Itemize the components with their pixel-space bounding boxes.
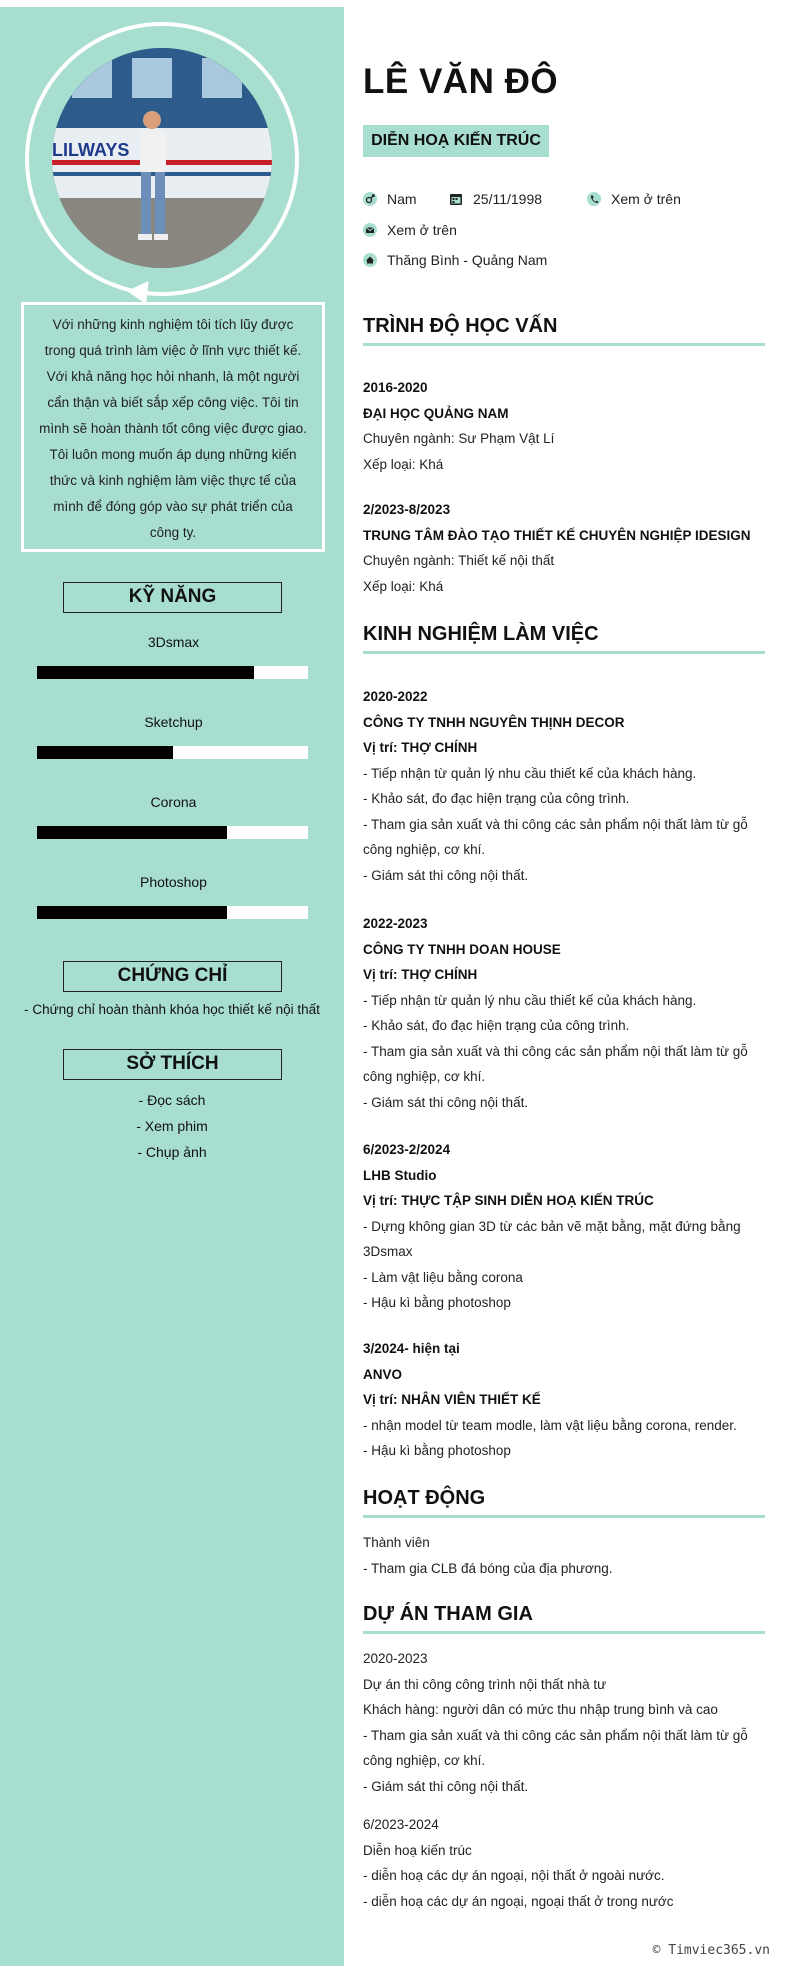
activities-heading: HOẠT ĐỘNG <box>363 1487 765 1518</box>
skill-bar-3dsmax <box>37 666 308 679</box>
entry-line: - Tham gia sản xuất và thi công các sản phẩm nội thất làm từ gỗ công nghiệp, cơ khí. <box>363 816 748 857</box>
entry-position: Vị trí: THỢ CHÍNH <box>363 740 478 755</box>
entry-date: 3/2024- hiện tại <box>363 1341 460 1356</box>
education-heading: TRÌNH ĐỘ HỌC VẤN <box>363 315 765 346</box>
project-line: Dự án thi công công trình nội thất nhà tư <box>363 1676 607 1692</box>
entry-org: CÔNG TY TNHH DOAN HOUSE <box>363 941 561 957</box>
experience-entry <box>363 1137 765 1316</box>
entry-date: 2022-2023 <box>363 916 428 931</box>
entry-line: - Tiếp nhận từ quản lý nhu cầu thiết kế của khách hàng. <box>363 992 697 1008</box>
entry-position: Vị trí: NHÂN VIÊN THIẾT KẾ <box>363 1392 541 1407</box>
phone-icon <box>587 192 601 206</box>
projects-heading: DỰ ÁN THAM GIA <box>363 1603 765 1634</box>
project-line: Diễn hoạ kiến trúc <box>363 1842 472 1858</box>
skill-label: Corona <box>150 794 197 810</box>
home-icon <box>363 253 377 267</box>
skill-bar-sketchup <box>37 746 308 759</box>
certificates-heading: CHỨNG CHỈ <box>63 961 282 992</box>
entry-position: Vị trí: THỰC TẬP SINH DIỄN HOẠ KIẾN TRÚC <box>363 1193 654 1208</box>
phone-info <box>587 191 681 207</box>
experience-heading: KINH NGHIỆM LÀM VIỆC <box>363 623 765 654</box>
entry-line: - Giám sát thi công nội thất. <box>363 1094 529 1110</box>
hobby-item: - Đọc sách <box>138 1092 206 1108</box>
entry-org: ANVO <box>363 1366 403 1382</box>
phone-text: Xem ở trên <box>611 191 681 207</box>
skill-bar-photoshop <box>37 906 308 919</box>
hobby-item: - Xem phim <box>136 1118 208 1134</box>
entry-line: - Giám sát thi công nội thất. <box>363 867 529 883</box>
birthday-info <box>449 191 542 207</box>
entry-line: Chuyên ngành: Thiết kế nội thất <box>363 553 555 568</box>
education-entry <box>363 497 765 599</box>
skill-fill <box>37 826 227 839</box>
hobbies-heading: SỞ THÍCH <box>63 1049 282 1080</box>
entry-line: - Dựng không gian 3D từ các bản vẽ mặt bằng, mặt đứng bằng 3Dsmax <box>363 1218 741 1259</box>
project-line: - Tham gia sản xuất và thi công các sản phẩm nội thất làm từ gỗ công nghiệp, cơ khí. <box>363 1727 748 1768</box>
skill-fill <box>37 666 254 679</box>
skills-heading: KỸ NĂNG <box>63 582 282 613</box>
entry-org: TRUNG TÂM ĐÀO TẠO THIẾT KẾ CHUYÊN NGHIỆP IDESIGN <box>363 527 751 543</box>
experience-entry <box>363 1336 765 1464</box>
project-line: - diễn hoạ các dự án ngoại, nội thất ở ngoài nước. <box>363 1868 665 1883</box>
project-entry <box>363 1812 765 1914</box>
entry-line: - Làm vật liệu bằng corona <box>363 1269 523 1285</box>
address-text: Thăng Bình - Quảng Nam <box>387 252 548 268</box>
skill-fill <box>37 906 227 919</box>
experience-entry <box>363 684 765 888</box>
job-title: DIỄN HOẠ KIẾN TRÚC <box>363 125 549 157</box>
entry-date: 6/2023-2/2024 <box>363 1142 451 1157</box>
entry-line: - Tham gia sản xuất và thi công các sản phẩm nội thất làm từ gỗ công nghiệp, cơ khí. <box>363 1043 748 1084</box>
entry-date: 2020-2022 <box>363 689 428 704</box>
entry-line: Chuyên ngành: Sư Phạm Vật Lí <box>363 431 555 446</box>
email-info <box>363 222 457 238</box>
skill-label: 3Dsmax <box>147 634 200 650</box>
entry-line: - Tiếp nhận từ quản lý nhu cầu thiết kế của khách hàng. <box>363 765 697 781</box>
project-line: - Giám sát thi công nội thất. <box>363 1778 529 1794</box>
hobby-item: - Chụp ảnh <box>137 1144 207 1160</box>
train-lettering: LILWAYS <box>52 140 130 160</box>
birthday-text: 25/11/1998 <box>473 191 543 207</box>
profile-summary: Với những kinh nghiệm tôi tích lũy được trong quá trình làm việc ở lĩnh vực thiết kế. Với khả năng học hỏi nhanh, là một người cẩn thận và biết sắp xếp công việc. Tôi tin mình sẽ hoàn thành tốt công việc được giao. Tôi luôn mong muốn áp dụng những kiến thức và kinh nghiệm làm việc thực tế của mình để đóng góp vào sự phát triển của công ty. <box>21 302 325 552</box>
entry-position: Vị trí: THỢ CHÍNH <box>363 967 478 982</box>
skill-bar-corona <box>37 826 308 839</box>
project-line: 2020-2023 <box>363 1651 428 1666</box>
entry-org: LHB Studio <box>363 1167 437 1183</box>
entry-line: - Hậu kì bằng photoshop <box>363 1295 511 1310</box>
entry-line: - Khảo sát, đo đạc hiện trạng của công trình. <box>363 791 630 806</box>
skill-label: Photoshop <box>140 874 207 890</box>
entry-line: Xếp loại: Khá <box>363 578 444 594</box>
entry-line: - nhận model từ team modle, làm vật liệu bằng corona, render. <box>363 1417 737 1433</box>
activity-line: - Tham gia CLB đá bóng của địa phương. <box>363 1560 613 1576</box>
footer-watermark: © Timviec365.vn <box>652 1943 770 1958</box>
project-line: Khách hàng: người dân có mức thu nhập trung bình và cao <box>363 1702 718 1717</box>
skill-fill <box>37 746 173 759</box>
entry-line: - Khảo sát, đo đạc hiện trạng của công trình. <box>363 1018 630 1033</box>
experience-entry <box>363 911 765 1115</box>
entry-line: Xếp loại: Khá <box>363 456 444 472</box>
calendar-icon <box>449 192 463 206</box>
gender-info <box>363 191 417 207</box>
gender-text: Nam <box>387 191 417 207</box>
entry-org: CÔNG TY TNHH NGUYÊN THỊNH DECOR <box>363 714 625 730</box>
candidate-name: LÊ VĂN ĐÔ <box>363 62 559 101</box>
project-line: 6/2023-2024 <box>363 1817 439 1832</box>
entry-org: ĐẠI HỌC QUẢNG NAM <box>363 405 509 421</box>
activities-block <box>363 1530 765 1581</box>
project-entry <box>363 1646 765 1799</box>
envelope-icon <box>363 223 377 237</box>
education-entry <box>363 375 765 477</box>
certificate-item: - Chứng chỉ hoàn thành khóa học thiết kế nội thất <box>24 1002 320 1017</box>
activity-line: Thành viên <box>363 1535 430 1550</box>
skill-label: Sketchup <box>144 714 203 730</box>
gender-icon <box>363 192 377 206</box>
project-line: - diễn hoạ các dự án ngoại, ngoại thất ở trong nước <box>363 1893 674 1909</box>
address-info <box>363 252 547 268</box>
entry-line: - Hậu kì bằng photoshop <box>363 1443 511 1458</box>
avatar <box>52 48 272 268</box>
entry-date: 2016-2020 <box>363 380 428 395</box>
email-text: Xem ở trên <box>387 222 457 238</box>
entry-date: 2/2023-8/2023 <box>363 502 451 517</box>
